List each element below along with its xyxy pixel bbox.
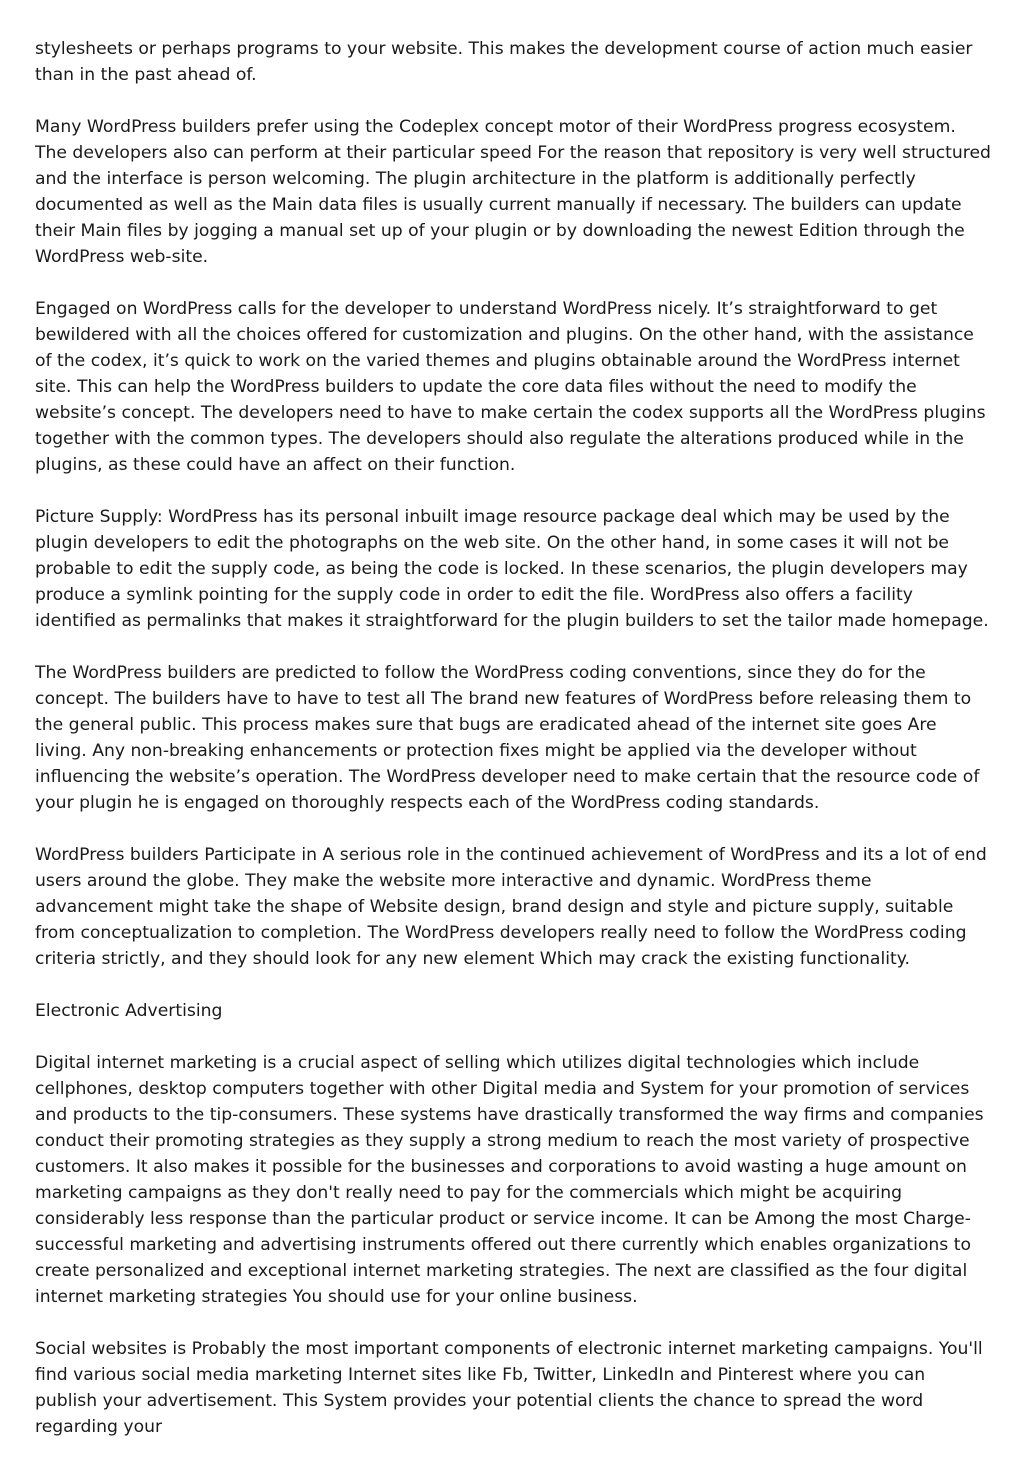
paragraph-3: Engaged on WordPress calls for the developer to understand WordPress nicely. It’s straightforward to get bewildered with all the choices offered for customization and plugins. On the other hand, with the assistance of the codex, it’s quick to work on the varied themes and plugins obtainable around the WordPress internet site. This can help the WordPress builders to update the core data files without the need to modify the website’s concept. The developers need to have to make certain the codex supports all the WordPress plugins together with the common types. The developers should also regulate the alterations produced while in the plugins, as these could have an affect on their function. (35, 299, 986, 475)
paragraph-2: Many WordPress builders prefer using the Codeplex concept motor of their WordPress progress ecosystem. The developers also can perform at their particular speed For the reason that repository is very well structured and the interface is person welcoming. The plugin architecture in the platform is additionally perfectly documented as well as the Main data files is usually current manually if necessary. The builders can update their Main files by jogging a manual set up of your plugin or by downloading the newest Edition through the WordPress web-site. (35, 117, 991, 267)
document-body (35, 36, 991, 1466)
section-paragraph-2: Social websites is Probably the most important components of electronic internet marketing campaigns. You'll find various social media marketing Internet sites like Fb, Twitter, LinkedIn and Pinterest where you can publish your advertisement. This System provides your potential clients the chance to spread the word regarding your (35, 1339, 983, 1437)
section-heading: Electronic Advertising (35, 1001, 223, 1021)
paragraph-5: The WordPress builders are predicted to follow the WordPress coding conventions, since they do for the concept. The builders have to have to test all The brand new features of WordPress before releasing them to the general public. This process makes sure that bugs are eradicated ahead of the internet site goes Are living. Any non-breaking enhancements or protection fixes might be applied via the developer without influencing the website’s operation. The WordPress developer need to make certain that the resource code of your plugin he is engaged on thoroughly respects each of the WordPress coding standards. (35, 663, 980, 813)
paragraph-6: WordPress builders Participate in A serious role in the continued achievement of WordPress and its a lot of end users around the globe. They make the website more interactive and dynamic. WordPress theme advancement might take the shape of Website design, brand design and style and picture supply, suitable from conceptualization to completion. The WordPress developers really need to follow the WordPress coding criteria strictly, and they should look for any new element Which may crack the existing functionality. (35, 845, 987, 969)
section-paragraph-1: Digital internet marketing is a crucial aspect of selling which utilizes digital technologies which include cellphones, desktop computers together with other Digital media and System for your promotion of services and products to the tip-consumers. These systems have drastically transformed the way firms and companies conduct their promoting strategies as they supply a strong medium to reach the most variety of prospective customers. It also makes it possible for the businesses and corporations to avoid wasting a huge amount on marketing campaigns as they don't really need to pay for the commercials which might be acquiring considerably less response than the particular product or service income. It can be Among the most Charge-successful marketing and advertising instruments offered out there currently which enables organizations to create personalized and exceptional internet marketing strategies. The next are classified as the four digital internet marketing strategies You should use for your online business. (35, 1053, 984, 1307)
paragraph-1: stylesheets or perhaps programs to your website. This makes the development course of action much easier than in the past ahead of. (35, 39, 973, 85)
paragraph-4: Picture Supply: WordPress has its personal inbuilt image resource package deal which may be used by the plugin developers to edit the photographs on the web site. On the other hand, in some cases it will not be probable to edit the supply code, as being the code is locked. In these scenarios, the plugin developers may produce a symlink pointing for the supply code in order to edit the file. WordPress also offers a facility identified as permalinks that makes it straightforward for the plugin builders to set the tailor made homepage. (35, 507, 989, 631)
